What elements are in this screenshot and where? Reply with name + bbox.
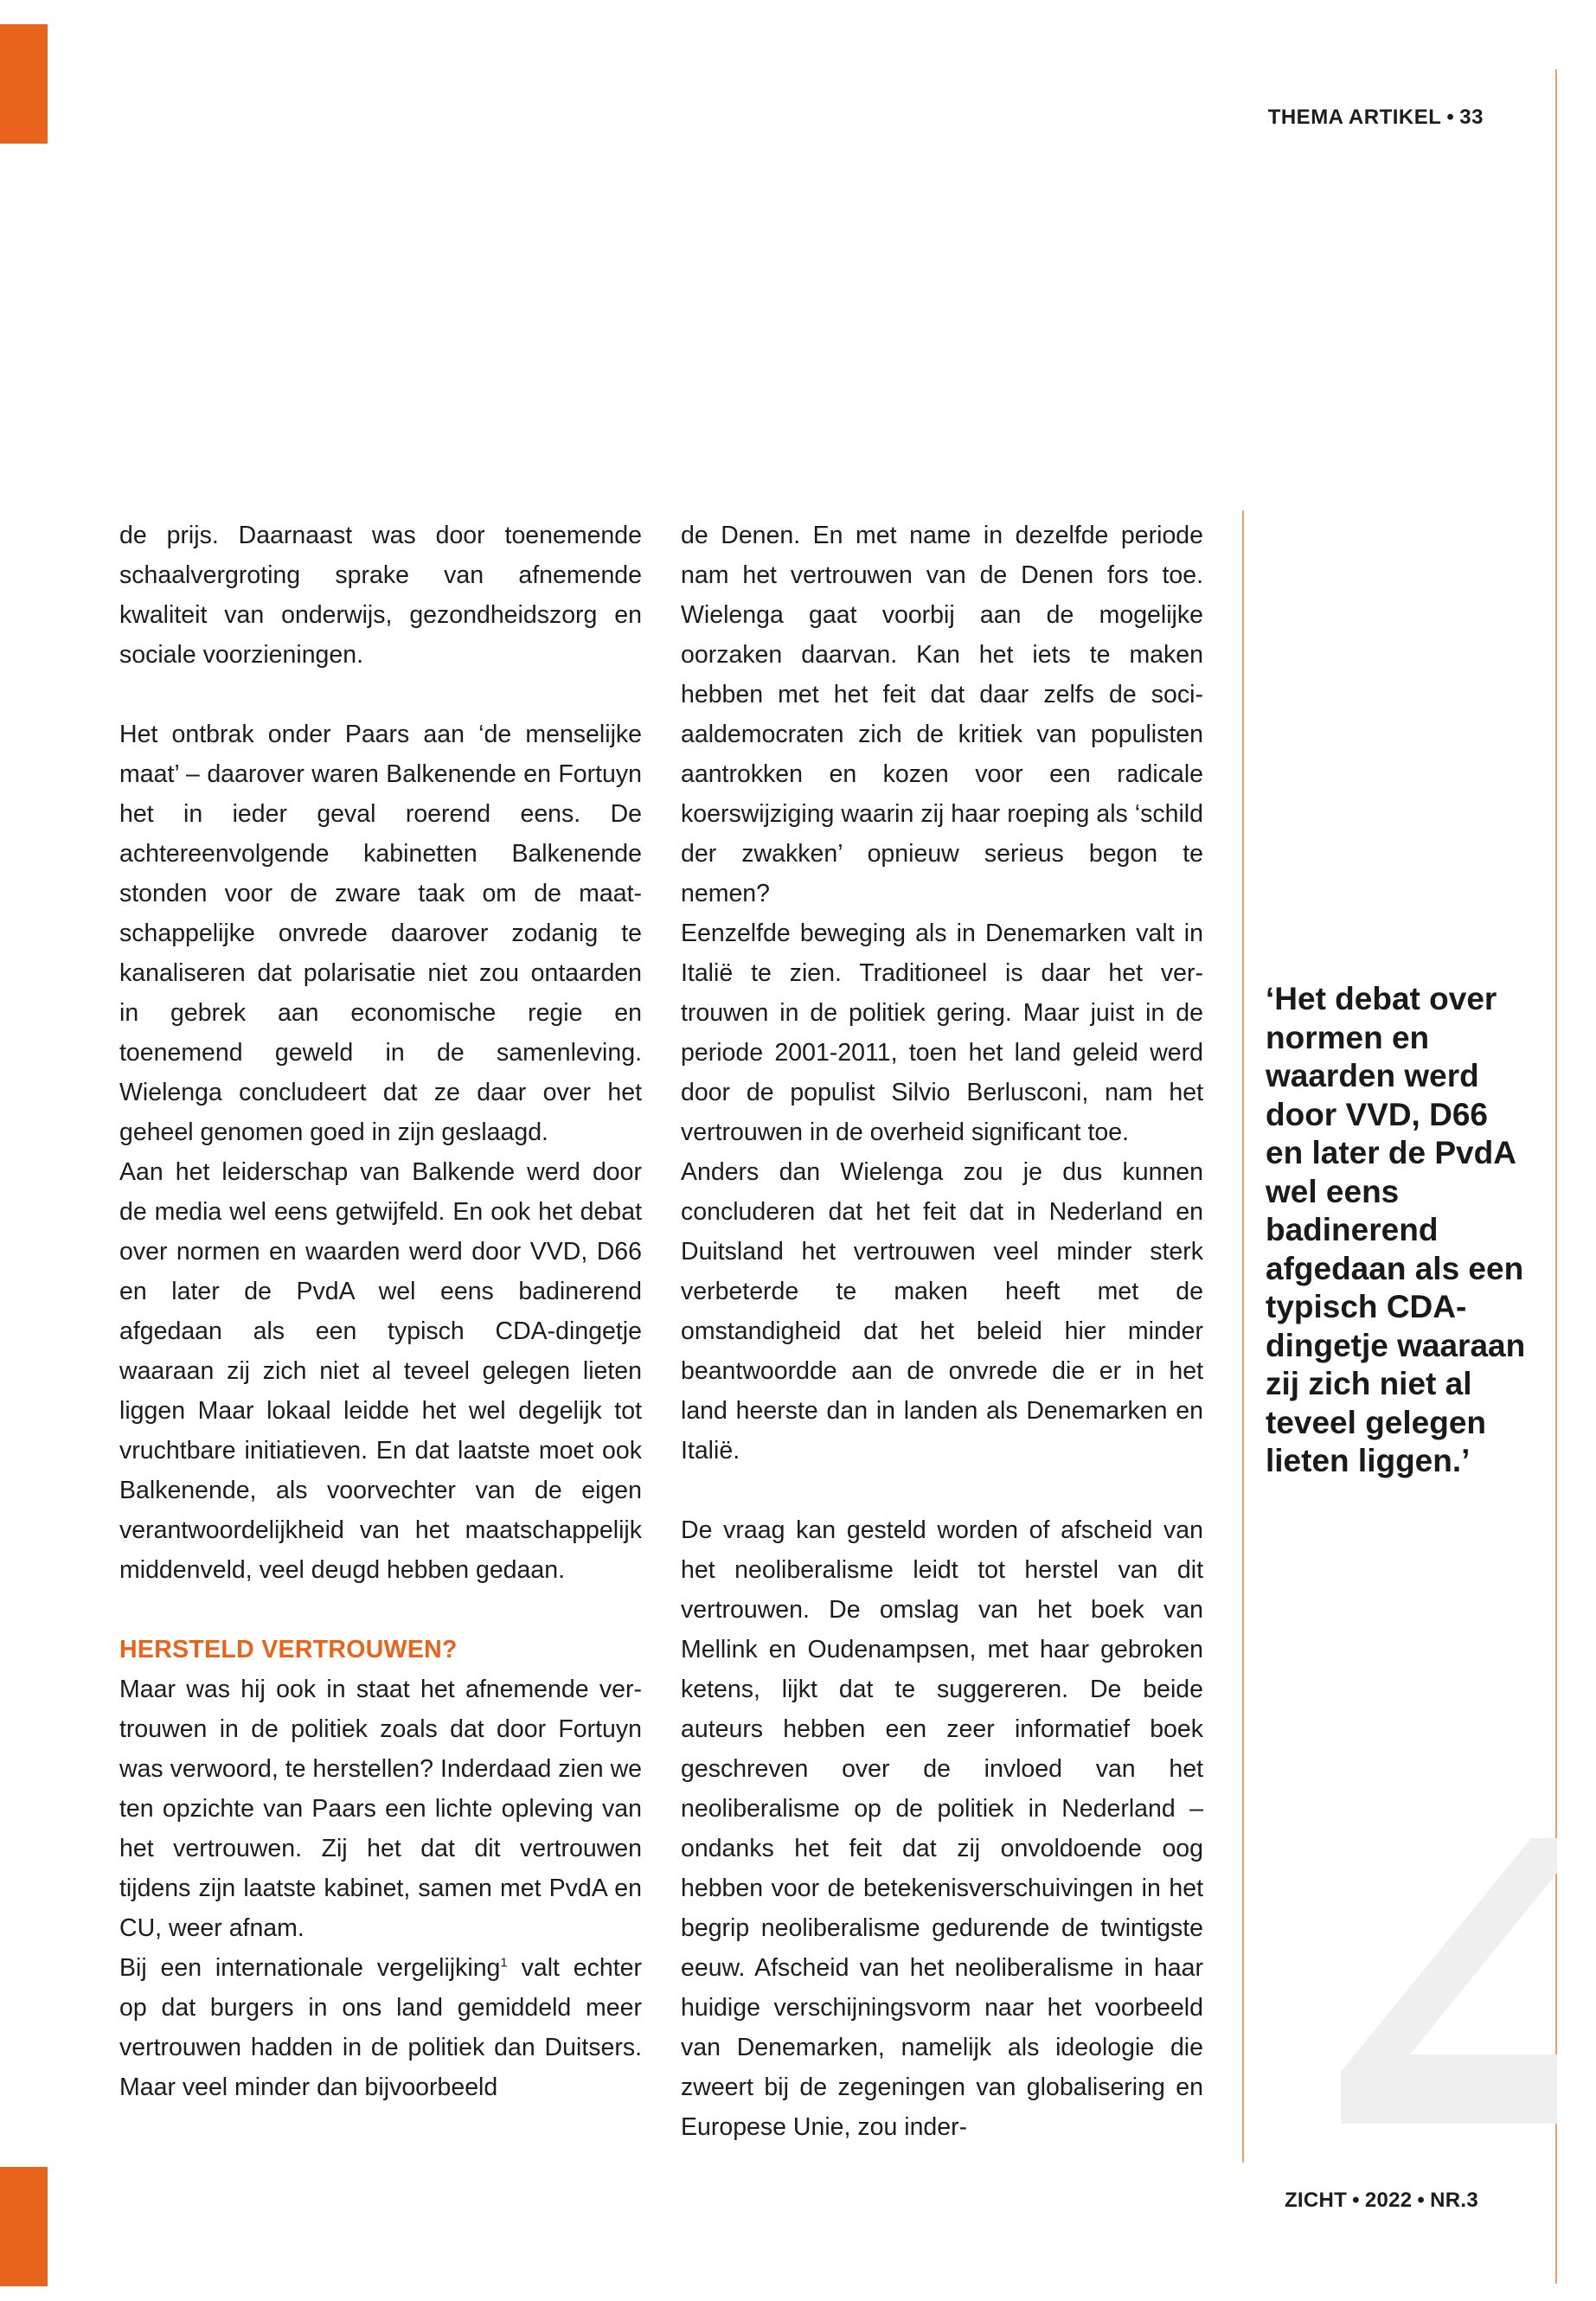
footer-magazine: ZICHT xyxy=(1284,2189,1348,2212)
paragraph: Eenzelfde beweging als in Denemarken valt in Italië te zien. Traditioneel is daar het vertrouwen in de politiek gering. Maar juist in de periode 2001-2011, toen het land geleid werd door de populist Silvio Berlusconi, nam het vertrouwen in de overheid significant toe. xyxy=(681,920,1203,1146)
paragraph: Aan het leiderschap van Balkende werd door de media wel eens getwijfeld. En ook het debat over normen en waarden werd door VVD, D66 en later de PvdA wel eens badinerend afgedaan als een typisch CDA-dingetje waaraan zij zich niet al teveel gelegen lieten liggen Maar lokaal leidde het wel degelijk tot vruchtbare initiatieven. En dat laatste moet ook Balkenende, als voorvechter van de eigen verantwoordelijkheid van het maatschappelijk middenveld, veel deugd hebben gedaan. xyxy=(119,1158,642,1584)
footer-issue: NR.3 xyxy=(1430,2189,1478,2212)
paragraph-text: valt echter op dat burgers in ons land gemiddeld meer vertrouwen hadden in de politiek dan Duitsers. Maar veel minder dan bijvoorbeeld xyxy=(119,1954,642,2101)
footnote-marker: 1 xyxy=(500,1955,508,1971)
article-column-middle xyxy=(681,516,1203,2147)
paragraph xyxy=(119,1948,642,2107)
paragraph-text: Bij een internationale vergelijking xyxy=(119,1954,501,1982)
paragraph: de prijs. Daarnaast was door toenemende schaalvergroting sprake van afnemende kwaliteit van onderwijs, gezondheidszorg en sociale voorzieningen. xyxy=(119,522,642,669)
decorative-z-shape xyxy=(1341,1605,1557,2124)
section-heading: HERSTELD VERTROUWEN? xyxy=(119,1636,458,1663)
paragraph: De vraag kan gesteld worden of afscheid van het neoliberalisme leidt tot herstel van dit vertrouwen. De omslag van het boek van Mellink en Oudenampsen, met haar gebroken ketens, lijkt dat te suggereren. De beide auteurs hebben een zeer informatief boek geschreven over de invloed van het neoliberalisme op de politiek in Nederland – ondanks het feit dat zij onvoldoende oog hebben voor de betekenisverschuivingen in het begrip neoliberalisme gedurende de twintigste eeuw. Afscheid van het neoliberalisme in haar huidige verschijningsvorm naar het voorbeeld van Denemarken, namelijk als ideologie die zweert bij de zegeningen van globalisering en Europese Unie, zou inder- xyxy=(681,1516,1203,2141)
running-header xyxy=(1268,106,1484,130)
footer-year: 2022 xyxy=(1364,2189,1413,2212)
article-column-left xyxy=(119,516,642,2107)
pullquote-divider-rule xyxy=(1242,510,1244,2163)
paragraph: Maar was hij ook in staat het afnemende vertrouwen in de politiek zoals dat door Fortuyn was verwoord, te herstellen? Inderdaad zien we ten opzichte van Paars een lichte opleving van het vertrouwen. Zij het dat dit vertrouwen tijdens zijn laatste kabinet, samen met PvdA en CU, weer afnam. xyxy=(119,1676,642,1942)
header-page-number: 33 xyxy=(1459,106,1484,129)
running-footer xyxy=(1285,2189,1478,2213)
paragraph: Het ontbrak onder Paars aan ‘de menselijke maat’ – daarover waren Balkenende en Fortuyn het in ieder geval roerend eens. De achtereenvolgende kabinetten Balkenende stonden voor de zware taak om de maatschappelijke onvrede daarover zodanig te kanaliseren dat polarisatie niet zou ontaarden in gebrek aan economische regie en toenemend geweld in de samenleving. Wielenga concludeert dat ze daar over het geheel genomen goed in zijn geslaagd. xyxy=(119,721,642,1146)
footer-bullet: • xyxy=(1352,2189,1360,2212)
orange-edge-tab-bottom xyxy=(0,2167,48,2286)
decorative-z-polygon xyxy=(1341,1605,1557,2124)
footer-bullet: • xyxy=(1417,2189,1426,2212)
orange-edge-tab-top xyxy=(0,24,48,144)
paragraph: Anders dan Wielenga zou je dus kunnen concluderen dat het feit dat in Nederland en Duitsland het vertrouwen veel minder sterk verbeterde te maken heeft met de omstandigheid dat het beleid hier minder beantwoordde aan de onvrede die er in het land heerste dan in landen als Denemarken en Italië. xyxy=(681,1158,1203,1465)
paragraph: de Denen. En met name in dezelfde periode nam het vertrouwen van de Denen fors toe. Wielenga gaat voorbij aan de mogelijke oorzaken daarvan. Kan het iets te maken hebben met het feit dat daar zelfs de sociaaldemocraten zich de kritiek van populisten aantrokken en kozen voor een radicale koerswijziging waarin zij haar roeping als ‘schild der zwakken’ opnieuw serieus begon te nemen? xyxy=(681,522,1203,907)
header-bullet: • xyxy=(1446,106,1455,129)
pull-quote: ‘Het debat over normen en waarden werd door VVD, D66 en later de PvdA wel eens badinerend afgedaan als een typisch CDA-dingetje waaraan zij zich niet al teveel gelegen lieten liggen.’ xyxy=(1266,981,1526,1478)
header-section: THEMA ARTIKEL xyxy=(1267,106,1442,129)
